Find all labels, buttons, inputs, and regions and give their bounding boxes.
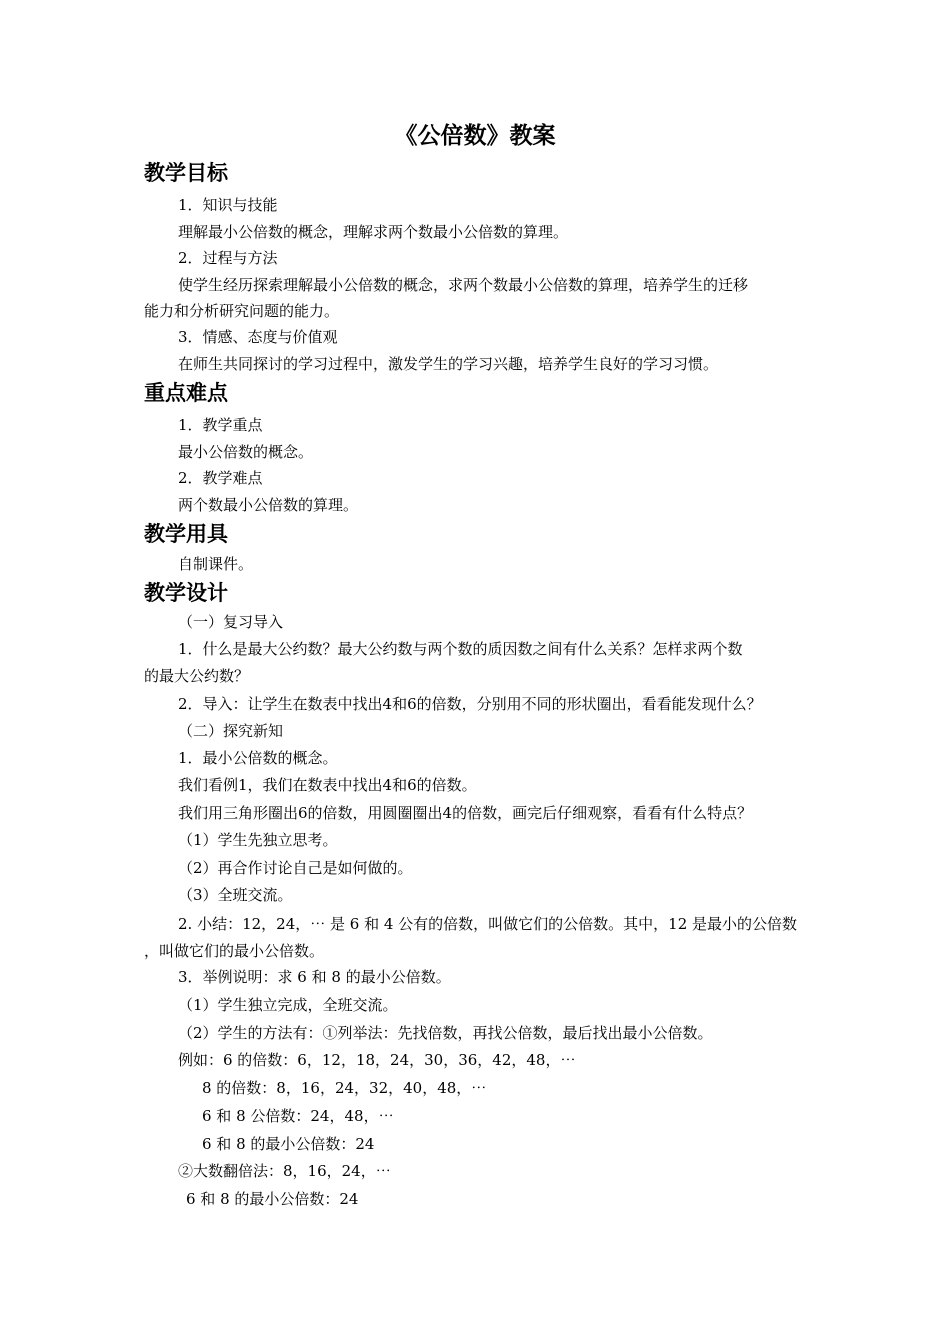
- design-line-10: （2）再合作讨论自己是如何做的。: [178, 859, 413, 877]
- design-line-12: 2. 小结：12，24，⋯ 是 6 和 4 公有的倍数，叫做它们的公倍数。其中，12 是最小的公倍数: [178, 915, 798, 933]
- goal-line-7: 在师生共同探讨的学习过程中，激发学生的学习兴趣，培养学生良好的学习习惯。: [178, 355, 719, 373]
- design-line-13: ，叫做它们的最小公倍数。: [144, 942, 325, 960]
- keypoint-line-4: 两个数最小公倍数的算理。: [178, 496, 359, 514]
- goal-line-1: 1．知识与技能: [178, 196, 278, 214]
- design-line-7: 我们看例1，我们在数表中找出4和6的倍数。: [178, 776, 477, 794]
- design-line-1: （一）复习导入: [178, 613, 284, 631]
- design-line-18: 8 的倍数：8，16，24，32，40，48，⋯: [202, 1079, 487, 1097]
- heading-teaching-goals: 教学目标: [144, 161, 228, 185]
- goal-line-3: 2．过程与方法: [178, 249, 278, 267]
- design-line-17: 例如：6 的倍数：6，12，18，24，30，36，42，48，⋯: [178, 1051, 576, 1069]
- tools-line-1: 自制课件。: [178, 555, 254, 573]
- design-line-5: （二）探究新知: [178, 722, 284, 740]
- design-line-15: （1）学生独立完成，全班交流。: [178, 996, 398, 1014]
- design-line-11: （3）全班交流。: [178, 886, 293, 904]
- keypoint-line-2: 最小公倍数的概念。: [178, 443, 314, 461]
- heading-teaching-design: 教学设计: [144, 581, 228, 605]
- design-line-2: 1．什么是最大公约数？最大公约数与两个数的质因数之间有什么关系？怎样求两个数: [178, 640, 743, 658]
- design-line-4: 2．导入：让学生在数表中找出4和6的倍数，分别用不同的形状圈出，看看能发现什么？: [178, 695, 762, 713]
- design-line-3: 的最大公约数？: [144, 667, 250, 685]
- heading-key-points: 重点难点: [144, 381, 228, 405]
- design-line-9: （1）学生先独立思考。: [178, 831, 338, 849]
- design-line-19: 6 和 8 公倍数：24，48，⋯: [202, 1107, 394, 1125]
- design-line-22: 6 和 8 的最小公倍数：24: [186, 1190, 359, 1208]
- document-title: 《公倍数》教案: [394, 122, 556, 149]
- design-line-20: 6 和 8 的最小公倍数：24: [202, 1135, 375, 1153]
- goal-line-2: 理解最小公倍数的概念，理解求两个数最小公倍数的算理。: [178, 223, 569, 241]
- design-line-8: 我们用三角形圈出6的倍数，用圆圈圈出4的倍数，画完后仔细观察，看看有什么特点？: [178, 804, 753, 822]
- goal-line-4: 使学生经历探索理解最小公倍数的概念，求两个数最小公倍数的算理，培养学生的迁移: [178, 276, 749, 294]
- design-line-6: 1．最小公倍数的概念。: [178, 749, 338, 767]
- design-line-16: （2）学生的方法有：①列举法：先找倍数，再找公倍数，最后找出最小公倍数。: [178, 1024, 713, 1042]
- design-line-21: ②大数翻倍法：8，16，24，⋯: [178, 1162, 391, 1180]
- heading-teaching-tools: 教学用具: [144, 522, 228, 546]
- keypoint-line-3: 2．教学难点: [178, 469, 263, 487]
- keypoint-line-1: 1．教学重点: [178, 416, 263, 434]
- goal-line-6: 3．情感、态度与价值观: [178, 328, 338, 346]
- design-line-14: 3．举例说明：求 6 和 8 的最小公倍数。: [178, 968, 451, 986]
- goal-line-5: 能力和分析研究问题的能力。: [144, 302, 340, 320]
